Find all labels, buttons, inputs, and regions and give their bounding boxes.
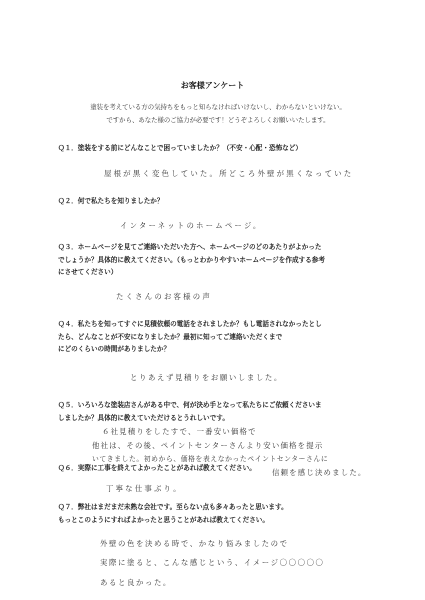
question-line: にさせてください） (58, 268, 118, 276)
answer-line: インターネットのホームページ。 (120, 221, 263, 230)
question-4 (58, 318, 383, 356)
question-line: Ｑ５．いろいろな塗装店さんがある中で、何が決め手となって私たちにご依頼くださいま (58, 401, 322, 409)
answer-5-line-3: いてきました。初めから、価格を表えなかったペイントセンターさんに (92, 455, 329, 463)
answer-7-line-1: 外壁の色を決める時で、かなり悩みましたので (100, 539, 289, 548)
answer-1 (104, 168, 353, 179)
answer-line: たくさんのお客様の声 (116, 292, 212, 301)
question-line: Ｑ１．塗装をする前にどんなことで困っていましたか？（不安・心配・恐怖など） (58, 144, 302, 152)
question-6 (58, 462, 268, 475)
question-line: たら、どんなことが不安になりましたか？最初に知ってご連絡いただくまで (58, 332, 283, 341)
question-line: Ｑ７．弊社はまだまだ未熟な会社です。至らない点も多々あったと思います。 (58, 503, 288, 511)
answer-5-line-4: 信頼を感じ決めました。 (272, 468, 367, 477)
answer-7-line-3: あると良かった。 (100, 578, 172, 587)
question-line: Ｑ３．ホームページを見てご連絡いただいた方へ、ホームページのどのあたりがよかった (58, 243, 322, 251)
answer-6 (106, 483, 183, 494)
answer-line: 屋根が黒く変色していた。所どころ外壁が黒くなっていた (104, 169, 354, 178)
question-line: Ｑ６．実際に工事を終えてよかったことがあれば教えてください。 (58, 464, 256, 472)
intro-line: 塗装を考えている方の気持ちをもっと知らなければいけないし、わからないといけない。 (90, 103, 346, 111)
question-2 (58, 195, 383, 208)
question-1 (58, 142, 383, 155)
question-7 (58, 501, 383, 526)
intro-line: ですから、あなた様のご協力が必要です！どうぞよろしくお願いいたします。 (106, 116, 330, 124)
survey-intro (58, 101, 378, 127)
question-line: しましたか？具体的に教えていただけるとうれしいです。 (58, 413, 229, 422)
answer-5-line-1: ６社見積りをしたすで、一番安い価格で (102, 427, 257, 436)
answer-5-line-2: 他社は、その後、ペイントセンターさんより安い価格を提示 (92, 441, 324, 450)
question-line: もっとこのようにすればよかったと思うことがあれば教えてください。 (58, 515, 269, 524)
question-3 (58, 241, 383, 279)
question-line: Ｑ４．私たちを知ってすぐに見積依頼の電話をされましたか？もし電話されなかったとし (58, 320, 322, 328)
answer-7-line-2: 実際に塗ると、こんな感じという、イメージ〇〇〇〇〇 (100, 558, 325, 567)
question-5 (58, 399, 383, 424)
answer-2 (120, 220, 262, 231)
survey-title: お客様アンケート (180, 81, 245, 90)
answer-3 (116, 291, 212, 302)
question-line: Ｑ２．何で私たちを知りましたか？ (58, 197, 164, 205)
answer-line: とりあえず見積りをお願いしました。 (130, 373, 283, 382)
answer-4 (130, 372, 283, 383)
answer-line: 丁寧な仕事ぶり。 (106, 484, 183, 493)
question-line: にどのくらいの時間がありましたか？ (58, 345, 171, 353)
question-line: でしょうか？具体的に教えてください。（もっとわかりやすいホームページを作成する参考 (58, 255, 325, 264)
